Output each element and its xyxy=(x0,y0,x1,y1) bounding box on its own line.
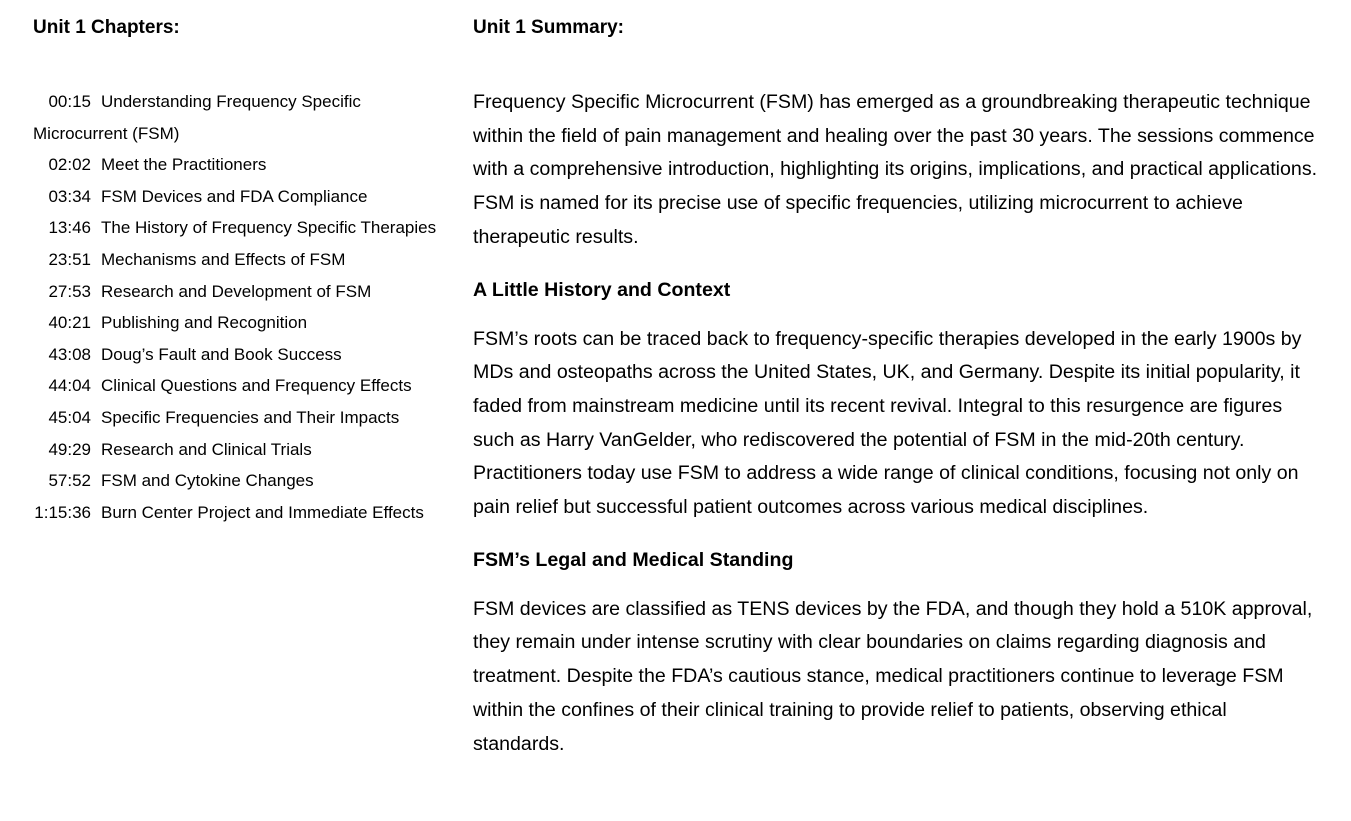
chapter-timestamp: 57:52 xyxy=(48,471,91,491)
chapter-timestamp: 1:15:36 xyxy=(34,502,91,522)
chapter-timestamp: 27:53 xyxy=(48,281,91,301)
chapter-title: Burn Center Project and Immediate Effects xyxy=(101,502,424,522)
summary-intro: Frequency Specific Microcurrent (FSM) has emerged as a groundbreaking therapeutic technique within the field of pain management and healing over the past 30 years. The sessions commence with a comprehensive introduction, highlighting its origins, implications, and practical applications. FSM is named for its precise use of specific frequencies, utilizing microcurrent to achieve therapeutic results. xyxy=(473,91,1318,248)
chapter-title: FSM and Cytokine Changes xyxy=(101,471,314,491)
chapter-timestamp: 02:02 xyxy=(48,155,91,175)
chapter-title: Meet the Practitioners xyxy=(101,155,267,175)
legal-heading: FSM’s Legal and Medical Standing xyxy=(473,548,794,571)
chapter-title: Research and Clinical Trials xyxy=(101,439,312,459)
legal-paragraph: FSM devices are classified as TENS devices by the FDA, and though they hold a 510K approval, they remain under intense scrutiny with clear boundaries on claims regarding diagnosis and treatment. Despite the FDA’s cautious stance, medical practitioners continue to leverage FSM within the confines of their clinical training to provide relief to patients, observing ethical standards. xyxy=(473,597,1313,755)
chapter-item[interactable] xyxy=(33,212,443,244)
chapters-heading: Unit 1 Chapters: xyxy=(33,17,180,38)
chapter-timestamp: 40:21 xyxy=(48,313,91,333)
chapter-timestamp: 13:46 xyxy=(48,218,91,238)
chapter-item[interactable] xyxy=(33,465,443,497)
chapter-title: Mechanisms and Effects of FSM xyxy=(101,249,346,269)
history-paragraph: FSM’s roots can be traced back to frequency-specific therapies developed in the early 1900s by MDs and osteopaths across the United States, UK, and Germany. Despite its initial popularity, it faded from mainstream medicine until its recent revival. Integral to this resurgence are figures such as Harry VanGelder, who rediscovered the potential of FSM in the mid-20th century. Practitioners today use FSM to address a wide range of clinical conditions, focusing not only on pain relief but successful patient outcomes across various medical disciplines. xyxy=(473,327,1302,519)
chapter-item[interactable] xyxy=(33,181,443,213)
chapter-timestamp: 43:08 xyxy=(48,344,91,364)
chapter-item[interactable] xyxy=(33,339,443,371)
chapter-timestamp: 44:04 xyxy=(48,376,91,396)
chapter-item[interactable] xyxy=(33,497,443,529)
chapter-item[interactable] xyxy=(33,370,443,402)
chapter-timestamp: 23:51 xyxy=(48,249,91,269)
chapter-timestamp: 00:15 xyxy=(48,92,91,111)
chapter-timestamp: 45:04 xyxy=(48,407,91,427)
summary-panel xyxy=(473,14,1323,761)
chapter-title: Specific Frequencies and Their Impacts xyxy=(101,407,400,427)
chapter-title: FSM Devices and FDA Compliance xyxy=(101,186,368,206)
chapter-title: Research and Development of FSM xyxy=(101,281,372,301)
chapter-title: Clinical Questions and Frequency Effects xyxy=(101,376,412,396)
chapter-item[interactable] xyxy=(33,149,443,181)
chapter-item[interactable] xyxy=(33,307,443,339)
chapter-item[interactable] xyxy=(33,276,443,308)
chapter-title: Publishing and Recognition xyxy=(101,313,308,333)
chapters-panel xyxy=(33,14,443,528)
chapter-item[interactable] xyxy=(33,402,443,434)
chapter-item[interactable] xyxy=(33,434,443,466)
chapter-item[interactable] xyxy=(33,86,443,149)
chapter-timestamp: 49:29 xyxy=(48,439,91,459)
chapter-title: The History of Frequency Specific Therapies xyxy=(101,218,437,238)
chapter-title: Doug’s Fault and Book Success xyxy=(101,344,342,364)
chapter-timestamp: 03:34 xyxy=(48,186,91,206)
chapter-item[interactable] xyxy=(33,244,443,276)
history-heading: A Little History and Context xyxy=(473,278,731,301)
chapter-title: Understanding Frequency Specific Microcurrent (FSM) xyxy=(33,92,361,143)
summary-heading: Unit 1 Summary: xyxy=(473,17,624,38)
chapter-list xyxy=(33,86,443,528)
